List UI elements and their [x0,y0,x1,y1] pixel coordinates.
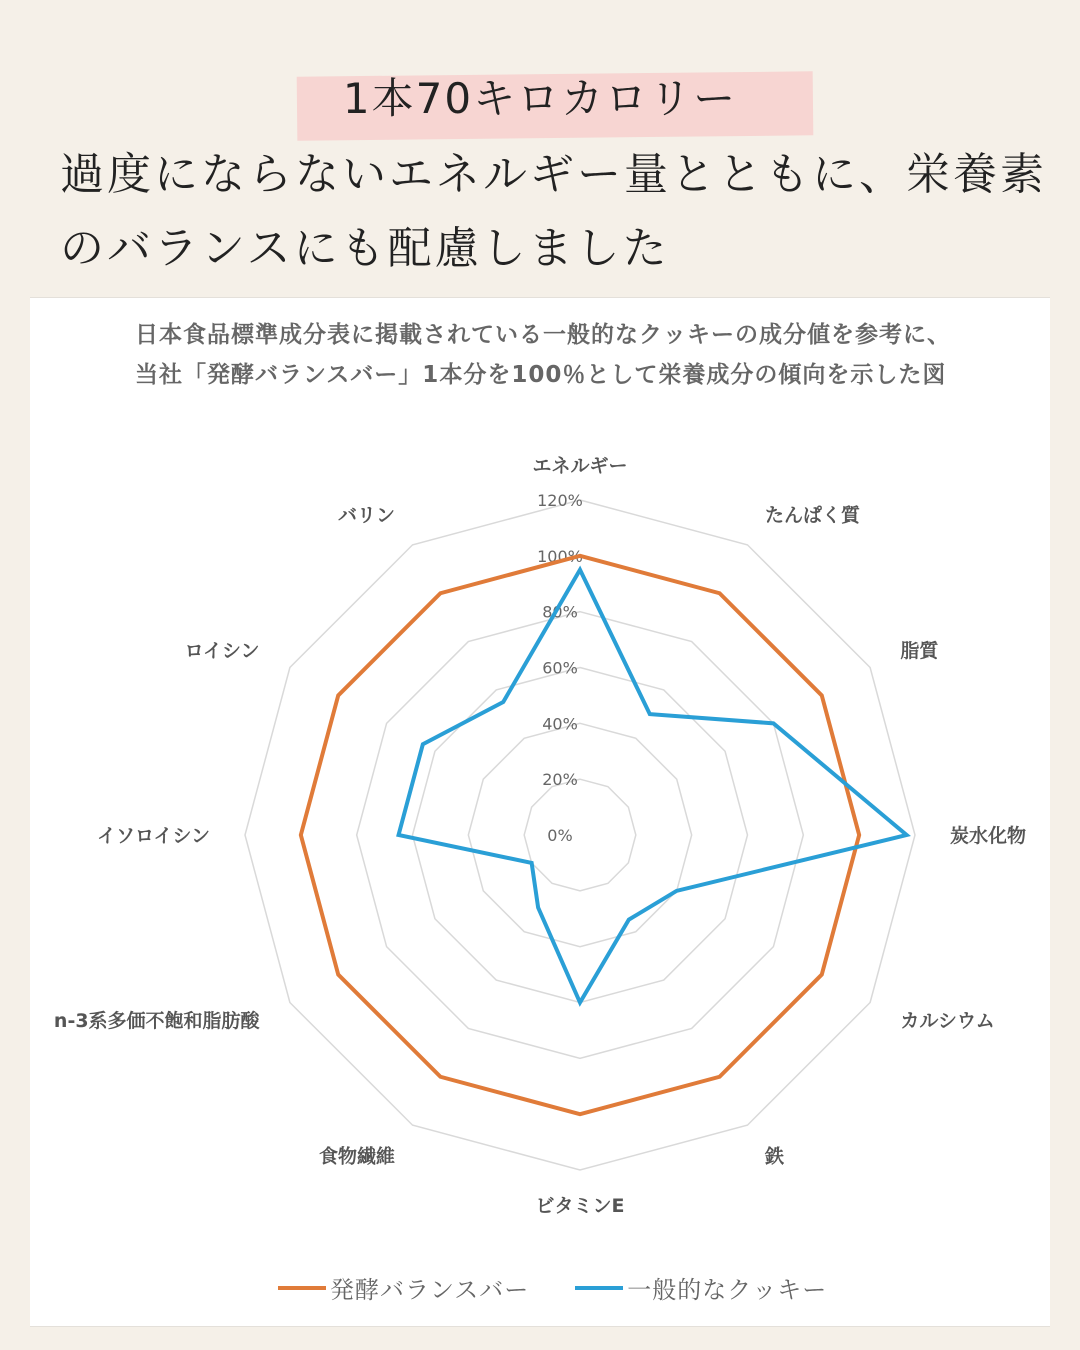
grid-ring-120 [245,500,915,1170]
legend-swatch-bar [278,1286,326,1290]
radar-chart [30,298,1050,1326]
axis-label: イソロイシン [97,825,210,847]
axis-label: 食物繊維 [318,1145,395,1168]
axis-label: エネルギー [532,455,628,477]
headline-line-1: 過度にならないエネルギー量とともに、栄養素 [60,149,1047,200]
tick-label: 20% [542,770,578,790]
tick-label: 60% [542,658,578,678]
headline-line-2: のバランスにも配慮しました [60,223,670,274]
legend-label-cookie: 一般的なクッキー [627,1276,828,1304]
grid-ring-40 [468,723,691,946]
grid-ring-100 [301,556,859,1114]
chart-card [30,297,1050,1327]
axis-label: n-3系多価不飽和脂肪酸 [53,1010,260,1032]
tick-label: 80% [542,602,578,622]
subtitle: 1本70キロカロリー [342,74,738,123]
tick-label: 120% [537,491,583,510]
axis-label: バリン [337,504,395,527]
grid-ring-80 [357,612,804,1059]
legend-swatch-cookie [575,1286,623,1290]
axis-label: 鉄 [765,1145,785,1168]
axis-label: カルシウム [900,1010,995,1032]
tick-label: 0% [547,826,573,845]
series-line-bar [301,556,859,1114]
legend [278,1270,827,1305]
tick-label: 40% [542,714,578,734]
chart-caption-line-2: 当社「発酵バランスバー」1本分を100％として栄養成分の傾向を示した図 [135,362,947,388]
axis-label: たんぱく質 [765,504,861,527]
grid-ring-20 [524,779,636,891]
legend-item-cookie [575,1270,827,1305]
axis-label: 炭水化物 [950,825,1027,847]
axis-label: ロイシン [184,640,260,662]
legend-label-bar: 発酵バランスバー [330,1276,530,1304]
axis-label: ビタミンE [535,1195,625,1217]
axis-label: 脂質 [900,640,939,662]
chart-caption-line-1: 日本食品標準成分表に掲載されている一般的なクッキーの成分値を参考に、 [135,322,951,348]
tick-label: 100% [537,546,583,566]
legend-item-bar [278,1270,529,1305]
